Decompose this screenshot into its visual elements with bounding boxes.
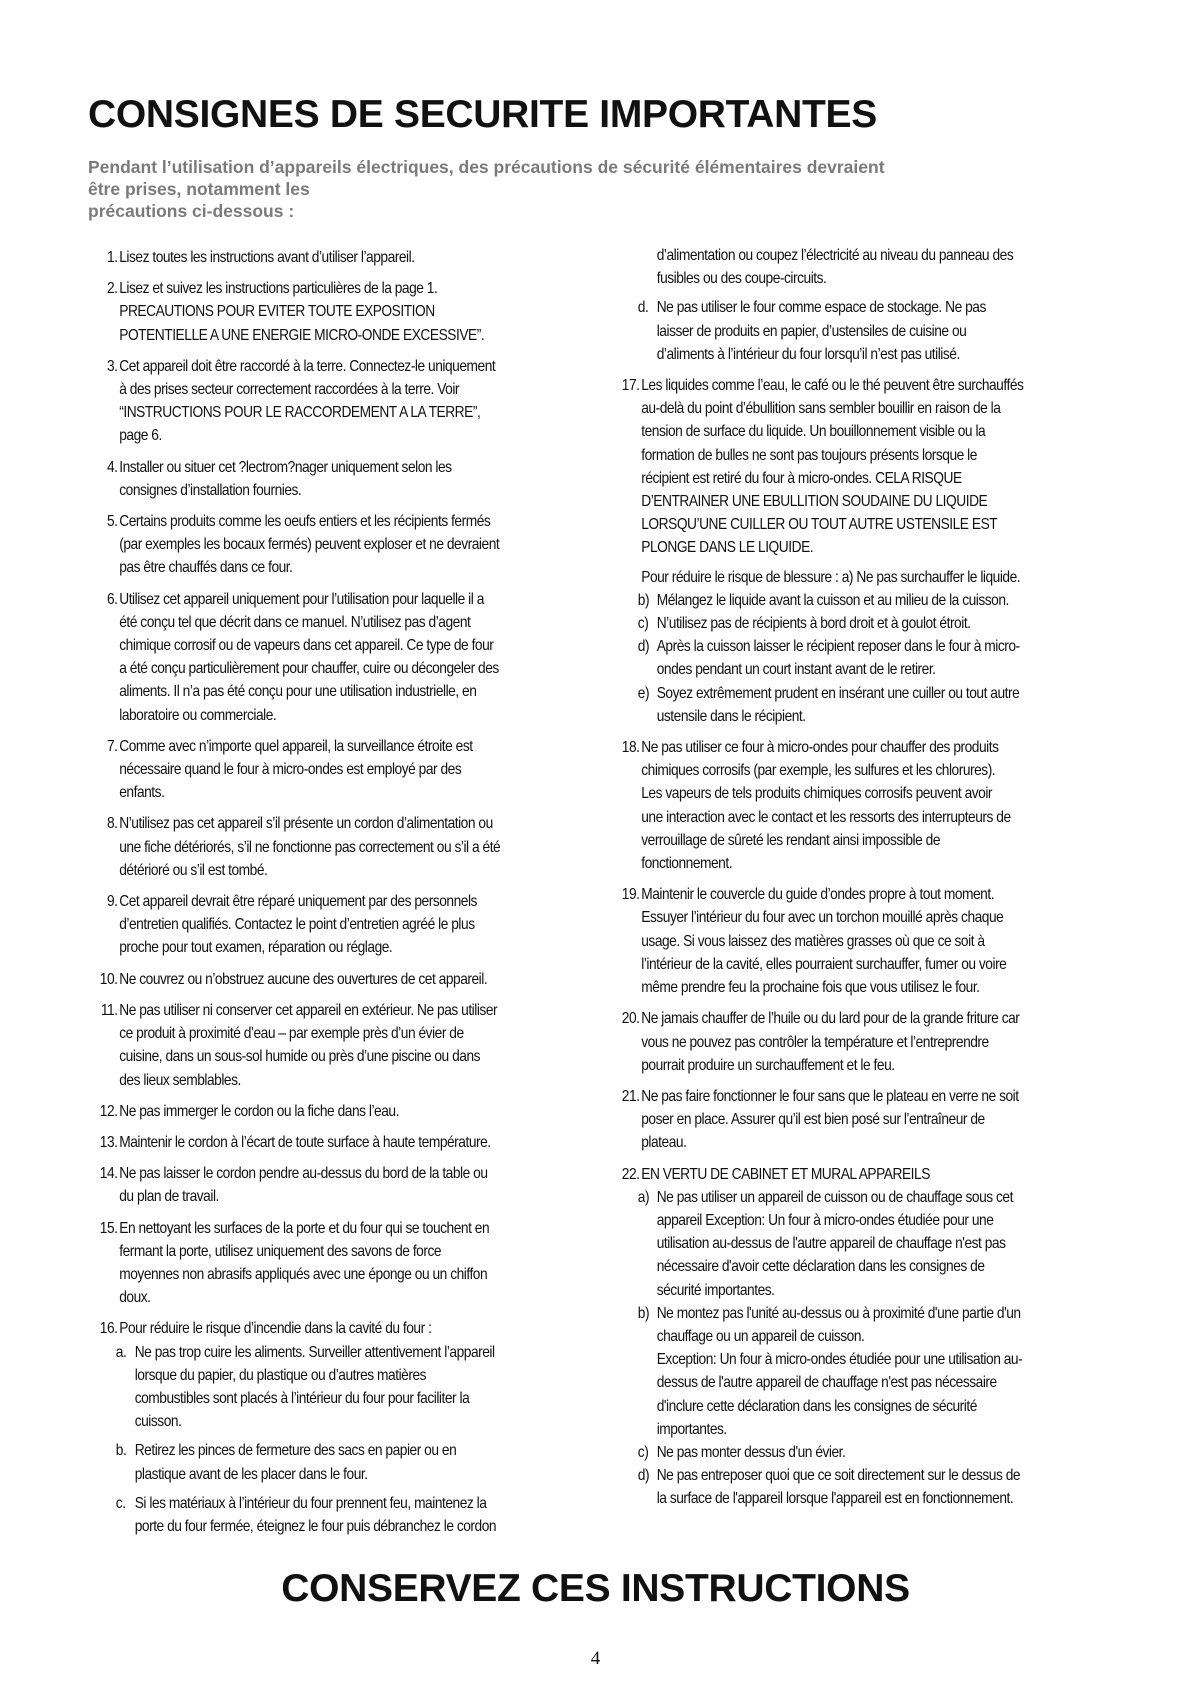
item-line: ondes pendant un court instant avant de le retirer. bbox=[656, 661, 936, 679]
item-line: une interaction avec le contact et les ressorts des interrupteurs de bbox=[641, 808, 1011, 826]
page-number: 4 bbox=[590, 1648, 601, 1669]
item-number: 6. bbox=[106, 590, 118, 608]
item-17-paragraph bbox=[612, 566, 1119, 589]
item-line: Ne pas utiliser ce four à micro-ondes pour chauffer des produits bbox=[641, 739, 999, 757]
item-line: Retirez les pinces de fermeture des sacs en papier ou en bbox=[134, 1442, 457, 1460]
sub-item-17c bbox=[612, 612, 1119, 635]
item-number: 17. bbox=[621, 377, 640, 395]
item-number: 21. bbox=[621, 1087, 640, 1105]
item-line: EN VERTU DE CABINET ET MURAL APPAREILS bbox=[641, 1165, 930, 1183]
sub-item-16b bbox=[90, 1439, 580, 1485]
item-line: cuisine, dans un sous-sol humide ou près d’une piscine ou dans bbox=[119, 1048, 481, 1066]
item-line: PLONGE DANS LE LIQUIDE. bbox=[641, 539, 814, 557]
item-line: l’intérieur de la cavité, elles pourraient surchauffer, fumer ou voire bbox=[641, 955, 1007, 973]
item-number: 18. bbox=[621, 739, 640, 757]
instruction-item-7 bbox=[90, 735, 580, 805]
item-line: (par exemples les bocaux fermés) peuvent exploser et ne devraient bbox=[119, 536, 500, 554]
instruction-item-14 bbox=[90, 1162, 580, 1208]
sub-item-16c-continued bbox=[612, 244, 1119, 290]
instruction-item-16 bbox=[90, 1317, 580, 1340]
item-line: importantes. bbox=[656, 1420, 727, 1438]
item-line: chimique corrosif ou de vapeurs dans cet appareil. Ce type de four bbox=[119, 637, 494, 655]
item-number: 11. bbox=[100, 1001, 118, 1019]
item-line: lorsque du papier, du plastique ou d’autres matières bbox=[134, 1366, 427, 1384]
item-line: LORSQU’UNE CUILLER OU TOUT AUTRE USTENSILE EST bbox=[641, 516, 998, 534]
item-line: POTENTIELLE A UNE ENERGIE MICRO-ONDE EXCESSIVE”. bbox=[119, 326, 485, 344]
instruction-item-13 bbox=[90, 1131, 580, 1154]
item-line: une fiche détériorés, s’il ne fonctionne pas correctement ou s’il a été bbox=[119, 838, 501, 856]
sub-item-17d bbox=[612, 635, 1119, 681]
sub-item-22b bbox=[612, 1302, 1119, 1441]
sub-item-letter: b. bbox=[115, 1442, 127, 1460]
instruction-item-19 bbox=[612, 883, 1119, 999]
item-line: Essuyer l’intérieur du four avec un torchon mouillé après chaque bbox=[641, 909, 1004, 927]
item-number: 2. bbox=[106, 280, 118, 298]
item-line: nécessaire quand le four à micro-ondes est employé par des bbox=[119, 761, 462, 779]
item-line: ce produit à proximité d’eau – par exemple près d’un évier de bbox=[119, 1025, 464, 1043]
item-line: à des prises secteur correctement raccordées à la terre. Voir bbox=[119, 381, 460, 399]
item-line: verrouillage de sûreté les rendant ainsi impossible de bbox=[641, 831, 941, 849]
item-number: 3. bbox=[106, 357, 118, 375]
item-line: chimiques corrosifs (par exemple, les sulfures et les chlorures). bbox=[641, 762, 996, 780]
item-line: Installer ou situer cet ?lectrom?nager uniquement selon les bbox=[119, 458, 452, 476]
item-line: Les liquides comme l’eau, le café ou le thé peuvent être surchauffés bbox=[641, 377, 1024, 395]
item-line: Cet appareil doit être raccordé à la terre. Connectez-le uniquement bbox=[119, 357, 496, 375]
sub-item-letter: e) bbox=[637, 684, 650, 702]
item-number: 12. bbox=[99, 1102, 118, 1120]
item-line: ustensile dans le récipient. bbox=[656, 707, 806, 725]
item-line: usage. Si vous laissez des matières grasses où que ce soit à bbox=[641, 932, 985, 950]
item-line: sécurité importantes. bbox=[656, 1281, 775, 1299]
item-line: Ne pas entreposer quoi que ce soit directement sur le dessus de bbox=[656, 1467, 1021, 1485]
item-line: fonctionnement. bbox=[641, 855, 733, 873]
instruction-item-6 bbox=[90, 588, 580, 727]
item-line: Ne pas faire fonctionner le four sans que le plateau en verre ne soit bbox=[641, 1087, 1019, 1105]
item-line: Ne pas laisser le cordon pendre au-dessus du bord de la table ou bbox=[119, 1165, 488, 1183]
item-line: Ne pas utiliser un appareil de cuisson ou de chauffage sous cet bbox=[656, 1188, 1013, 1206]
item-line: Maintenir le couvercle du guide d’ondes propre à tout moment. bbox=[641, 886, 995, 904]
instruction-item-21 bbox=[612, 1085, 1119, 1155]
item-line: même prendre feu la prochaine fois que vous utilisez le four. bbox=[641, 979, 980, 997]
item-number: 16. bbox=[99, 1320, 118, 1338]
instruction-item-11 bbox=[90, 999, 580, 1092]
item-line: Ne jamais chauffer de l’huile ou du lard pour de la grande friture car bbox=[641, 1010, 1020, 1028]
item-line: fermant la porte, utilisez uniquement des savons de force bbox=[119, 1242, 442, 1260]
sub-item-letter: c) bbox=[637, 1443, 649, 1461]
item-number: 7. bbox=[106, 737, 118, 755]
item-line: Si les matériaux à l’intérieur du four prennent feu, maintenez la bbox=[134, 1494, 487, 1512]
item-line: pas être chauffés dans ce four. bbox=[119, 559, 293, 577]
item-line: Lisez toutes les instructions avant d’utiliser l’appareil. bbox=[119, 249, 415, 266]
sub-item-17e bbox=[612, 682, 1119, 728]
item-line: Ne pas utiliser ni conserver cet appareil en extérieur. Ne pas utiliser bbox=[119, 1001, 498, 1019]
item-line: porte du four fermée, éteignez le four puis débranchez le cordon bbox=[134, 1517, 497, 1535]
item-line: d'inclure cette déclaration dans les consignes de sécurité bbox=[656, 1397, 977, 1415]
item-line: Utilisez cet appareil uniquement pour l’utilisation pour laquelle il a bbox=[119, 590, 484, 608]
item-line: dessus de l'autre appareil de chauffage n'est pas nécessaire bbox=[656, 1374, 997, 1392]
item-line: la surface de l'appareil lorsque l'appareil est en fonctionnement. bbox=[656, 1490, 1014, 1508]
item-line: Les vapeurs de tels produits chimiques corrosifs peuvent avoir bbox=[641, 785, 993, 803]
intro-line: être prises, notamment les bbox=[88, 179, 310, 199]
instruction-item-5 bbox=[90, 510, 580, 580]
item-line: N’utilisez pas de récipients à bord droit et à goulot étroit. bbox=[656, 615, 971, 633]
instruction-item-12 bbox=[90, 1100, 580, 1123]
item-line: Exception: Un four à micro-ondes étudiée pour une utilisation au- bbox=[656, 1351, 1023, 1369]
item-number: 5. bbox=[106, 513, 118, 531]
item-line: vous ne pouvez pas contrôler la température et l’entreprendre bbox=[641, 1033, 989, 1051]
footer-heading: CONSERVEZ CES INSTRUCTIONS bbox=[281, 1567, 910, 1610]
item-number: 4. bbox=[106, 458, 118, 476]
item-line: Certains produits comme les oeufs entiers et les récipients fermés bbox=[119, 513, 491, 531]
item-line: d’entretien qualifiés. Contactez le point d’entretien agréé le plus bbox=[119, 916, 475, 934]
right-column bbox=[612, 244, 1112, 1511]
item-number: 20. bbox=[621, 1010, 640, 1028]
item-line: cuisson. bbox=[134, 1413, 182, 1431]
item-number: 1. bbox=[106, 249, 118, 266]
instruction-item-17 bbox=[612, 374, 1119, 560]
intro-line: Pendant l’utilisation d’appareils électriques, des précautions de sécurité élémentaires devraient bbox=[88, 157, 885, 177]
item-line: page 6. bbox=[119, 427, 162, 445]
item-line: aliments. Il n’a pas été conçu pour une utilisation industrielle, en bbox=[119, 683, 477, 701]
item-number: 9. bbox=[106, 893, 118, 911]
sub-item-letter: a. bbox=[115, 1343, 127, 1361]
sub-item-22d bbox=[612, 1464, 1119, 1510]
item-line: d’alimentation ou coupez l’électricité au niveau du panneau des bbox=[656, 247, 1014, 264]
item-line: enfants. bbox=[119, 784, 165, 802]
item-line: Maintenir le cordon à l’écart de toute surface à haute température. bbox=[119, 1133, 491, 1151]
item-line: Pour réduire le risque de blessure : a) Ne pas surchauffer le liquide. bbox=[641, 568, 1021, 586]
item-line: PRECAUTIONS POUR EVITER TOUTE EXPOSITION bbox=[119, 303, 435, 321]
intro-text bbox=[88, 156, 1108, 222]
item-line: a été conçu particulièrement pour chauffer, cuire ou décongeler des bbox=[119, 660, 499, 678]
item-line: Ne pas immerger le cordon ou la fiche dans l’eau. bbox=[119, 1102, 399, 1120]
intro-line: précautions ci-dessous : bbox=[88, 201, 295, 221]
item-line: consignes d’installation fournies. bbox=[119, 481, 302, 499]
page-title: CONSIGNES DE SECURITE IMPORTANTES bbox=[88, 93, 877, 136]
instruction-item-8 bbox=[90, 812, 580, 882]
instruction-item-20 bbox=[612, 1007, 1119, 1077]
left-column bbox=[90, 246, 570, 1538]
item-line: Ne montez pas l'unité au-dessus ou à proximité d'une partie d'un bbox=[656, 1304, 1021, 1322]
item-line: appareil Exception: Un four à micro-ondes étudiée pour une bbox=[656, 1211, 994, 1229]
sub-item-letter: c. bbox=[115, 1494, 126, 1512]
instruction-item-3 bbox=[90, 355, 580, 448]
item-line: poser en place. Assurer qu’il est bien posé sur l’entraîneur de bbox=[641, 1111, 985, 1129]
item-line: plastique avant de les placer dans le four. bbox=[134, 1465, 368, 1483]
item-line: d’aliments à l’intérieur du four lorsqu’il n’est pas utilisé. bbox=[656, 345, 960, 363]
item-number: 14. bbox=[99, 1165, 118, 1183]
item-line: Ne pas utiliser le four comme espace de stockage. Ne pas bbox=[656, 299, 986, 317]
item-line: tension de surface du liquide. Un bouillonnement visible ou la bbox=[641, 423, 986, 441]
item-line: formation de bulles ne sont pas toujours présents lorsque le bbox=[641, 446, 977, 464]
item-line: été conçu tel que décrit dans ce manuel. N’utilisez pas d’agent bbox=[119, 613, 471, 631]
sub-item-17b bbox=[612, 589, 1119, 612]
instruction-item-18 bbox=[612, 736, 1119, 875]
item-line: laboratoire ou commerciale. bbox=[119, 706, 277, 724]
item-line: au-delà du point d’ébullition sans sembler bouillir en raison de la bbox=[641, 400, 1001, 418]
item-line: doux. bbox=[119, 1289, 151, 1307]
sub-item-16c bbox=[90, 1492, 580, 1538]
item-line: Ne couvrez ou n’obstruez aucune des ouvertures de cet appareil. bbox=[119, 970, 488, 988]
item-line: pourrait produire un surchauffement et le feu. bbox=[641, 1056, 895, 1074]
item-line: récipient est retiré du four à micro-ondes. CELA RISQUE bbox=[641, 469, 962, 487]
item-line: du plan de travail. bbox=[119, 1188, 219, 1206]
sub-item-16d bbox=[612, 296, 1119, 366]
sub-item-letter: b) bbox=[637, 1304, 650, 1322]
item-line: “INSTRUCTIONS POUR LE RACCORDEMENT A LA TERRE”, bbox=[119, 404, 481, 422]
instruction-item-15 bbox=[90, 1217, 580, 1310]
item-line: Soyez extrêmement prudent en insérant une cuiller ou tout autre bbox=[656, 684, 1020, 702]
item-line: D’ENTRAINER UNE EBULLITION SOUDAINE DU LIQUIDE bbox=[641, 493, 988, 511]
item-number: 13. bbox=[99, 1133, 118, 1151]
item-line: Lisez et suivez les instructions particulières de la page 1. bbox=[119, 280, 438, 298]
item-line: nécessaire d'avoir cette déclaration dans les consignes de bbox=[656, 1258, 985, 1276]
sub-item-16a bbox=[90, 1341, 580, 1434]
item-line: détérioré ou s’il est tombé. bbox=[119, 861, 268, 879]
instruction-item-9 bbox=[90, 890, 580, 960]
instruction-item-22 bbox=[612, 1163, 1119, 1186]
item-line: fusibles ou des coupe-circuits. bbox=[656, 270, 827, 288]
item-line: moyennes non abrasifs appliqués avec une éponge ou un chiffon bbox=[119, 1265, 488, 1283]
item-line: N’utilisez pas cet appareil s’il présente un cordon d’alimentation ou bbox=[119, 815, 493, 833]
item-number: 8. bbox=[106, 815, 118, 833]
item-line: chauffage ou un appareil de cuisson. bbox=[656, 1327, 865, 1345]
sub-item-22a bbox=[612, 1186, 1119, 1302]
item-line: Ne pas trop cuire les aliments. Surveiller attentivement l’appareil bbox=[134, 1343, 495, 1361]
item-line: laisser de produits en papier, d’ustensiles de cuisine ou bbox=[656, 322, 967, 340]
sub-item-letter: a) bbox=[637, 1188, 650, 1206]
item-line: Cet appareil devrait être réparé uniquement par des personnels bbox=[119, 893, 477, 911]
item-line: Pour réduire le risque d’incendie dans la cavité du four : bbox=[119, 1320, 432, 1338]
item-number: 10. bbox=[99, 970, 118, 988]
sub-item-letter: b) bbox=[637, 591, 650, 609]
sub-item-22c bbox=[612, 1441, 1119, 1464]
item-number: 15. bbox=[99, 1219, 118, 1237]
item-line: combustibles sont placés à l’intérieur du four pour faciliter la bbox=[134, 1389, 470, 1407]
item-line: des lieux semblables. bbox=[119, 1071, 241, 1089]
item-line: En nettoyant les surfaces de la porte et du four qui se touchent en bbox=[119, 1219, 490, 1237]
instruction-item-10 bbox=[90, 968, 580, 991]
item-line: Mélangez le liquide avant la cuisson et au milieu de la cuisson. bbox=[656, 591, 1009, 609]
instruction-item-2 bbox=[90, 277, 580, 347]
item-number: 19. bbox=[621, 886, 640, 904]
item-line: plateau. bbox=[641, 1134, 687, 1152]
item-line: Ne pas monter dessus d'un évier. bbox=[656, 1443, 846, 1461]
item-line: Après la cuisson laisser le récipient reposer dans le four à micro- bbox=[656, 638, 1020, 656]
item-number: 22. bbox=[621, 1165, 640, 1183]
item-line: proche pour tout examen, réparation ou réglage. bbox=[119, 939, 393, 957]
item-line: utilisation au-dessus de l'autre appareil de chauffage n'est pas bbox=[656, 1235, 1006, 1253]
sub-item-letter: d. bbox=[637, 299, 649, 317]
sub-item-letter: c) bbox=[637, 615, 649, 633]
instruction-item-4 bbox=[90, 456, 580, 502]
sub-item-letter: d) bbox=[637, 1467, 650, 1485]
instruction-item-1 bbox=[90, 246, 580, 269]
item-line: Comme avec n’importe quel appareil, la surveillance étroite est bbox=[119, 737, 473, 755]
sub-item-letter: d) bbox=[637, 638, 650, 656]
